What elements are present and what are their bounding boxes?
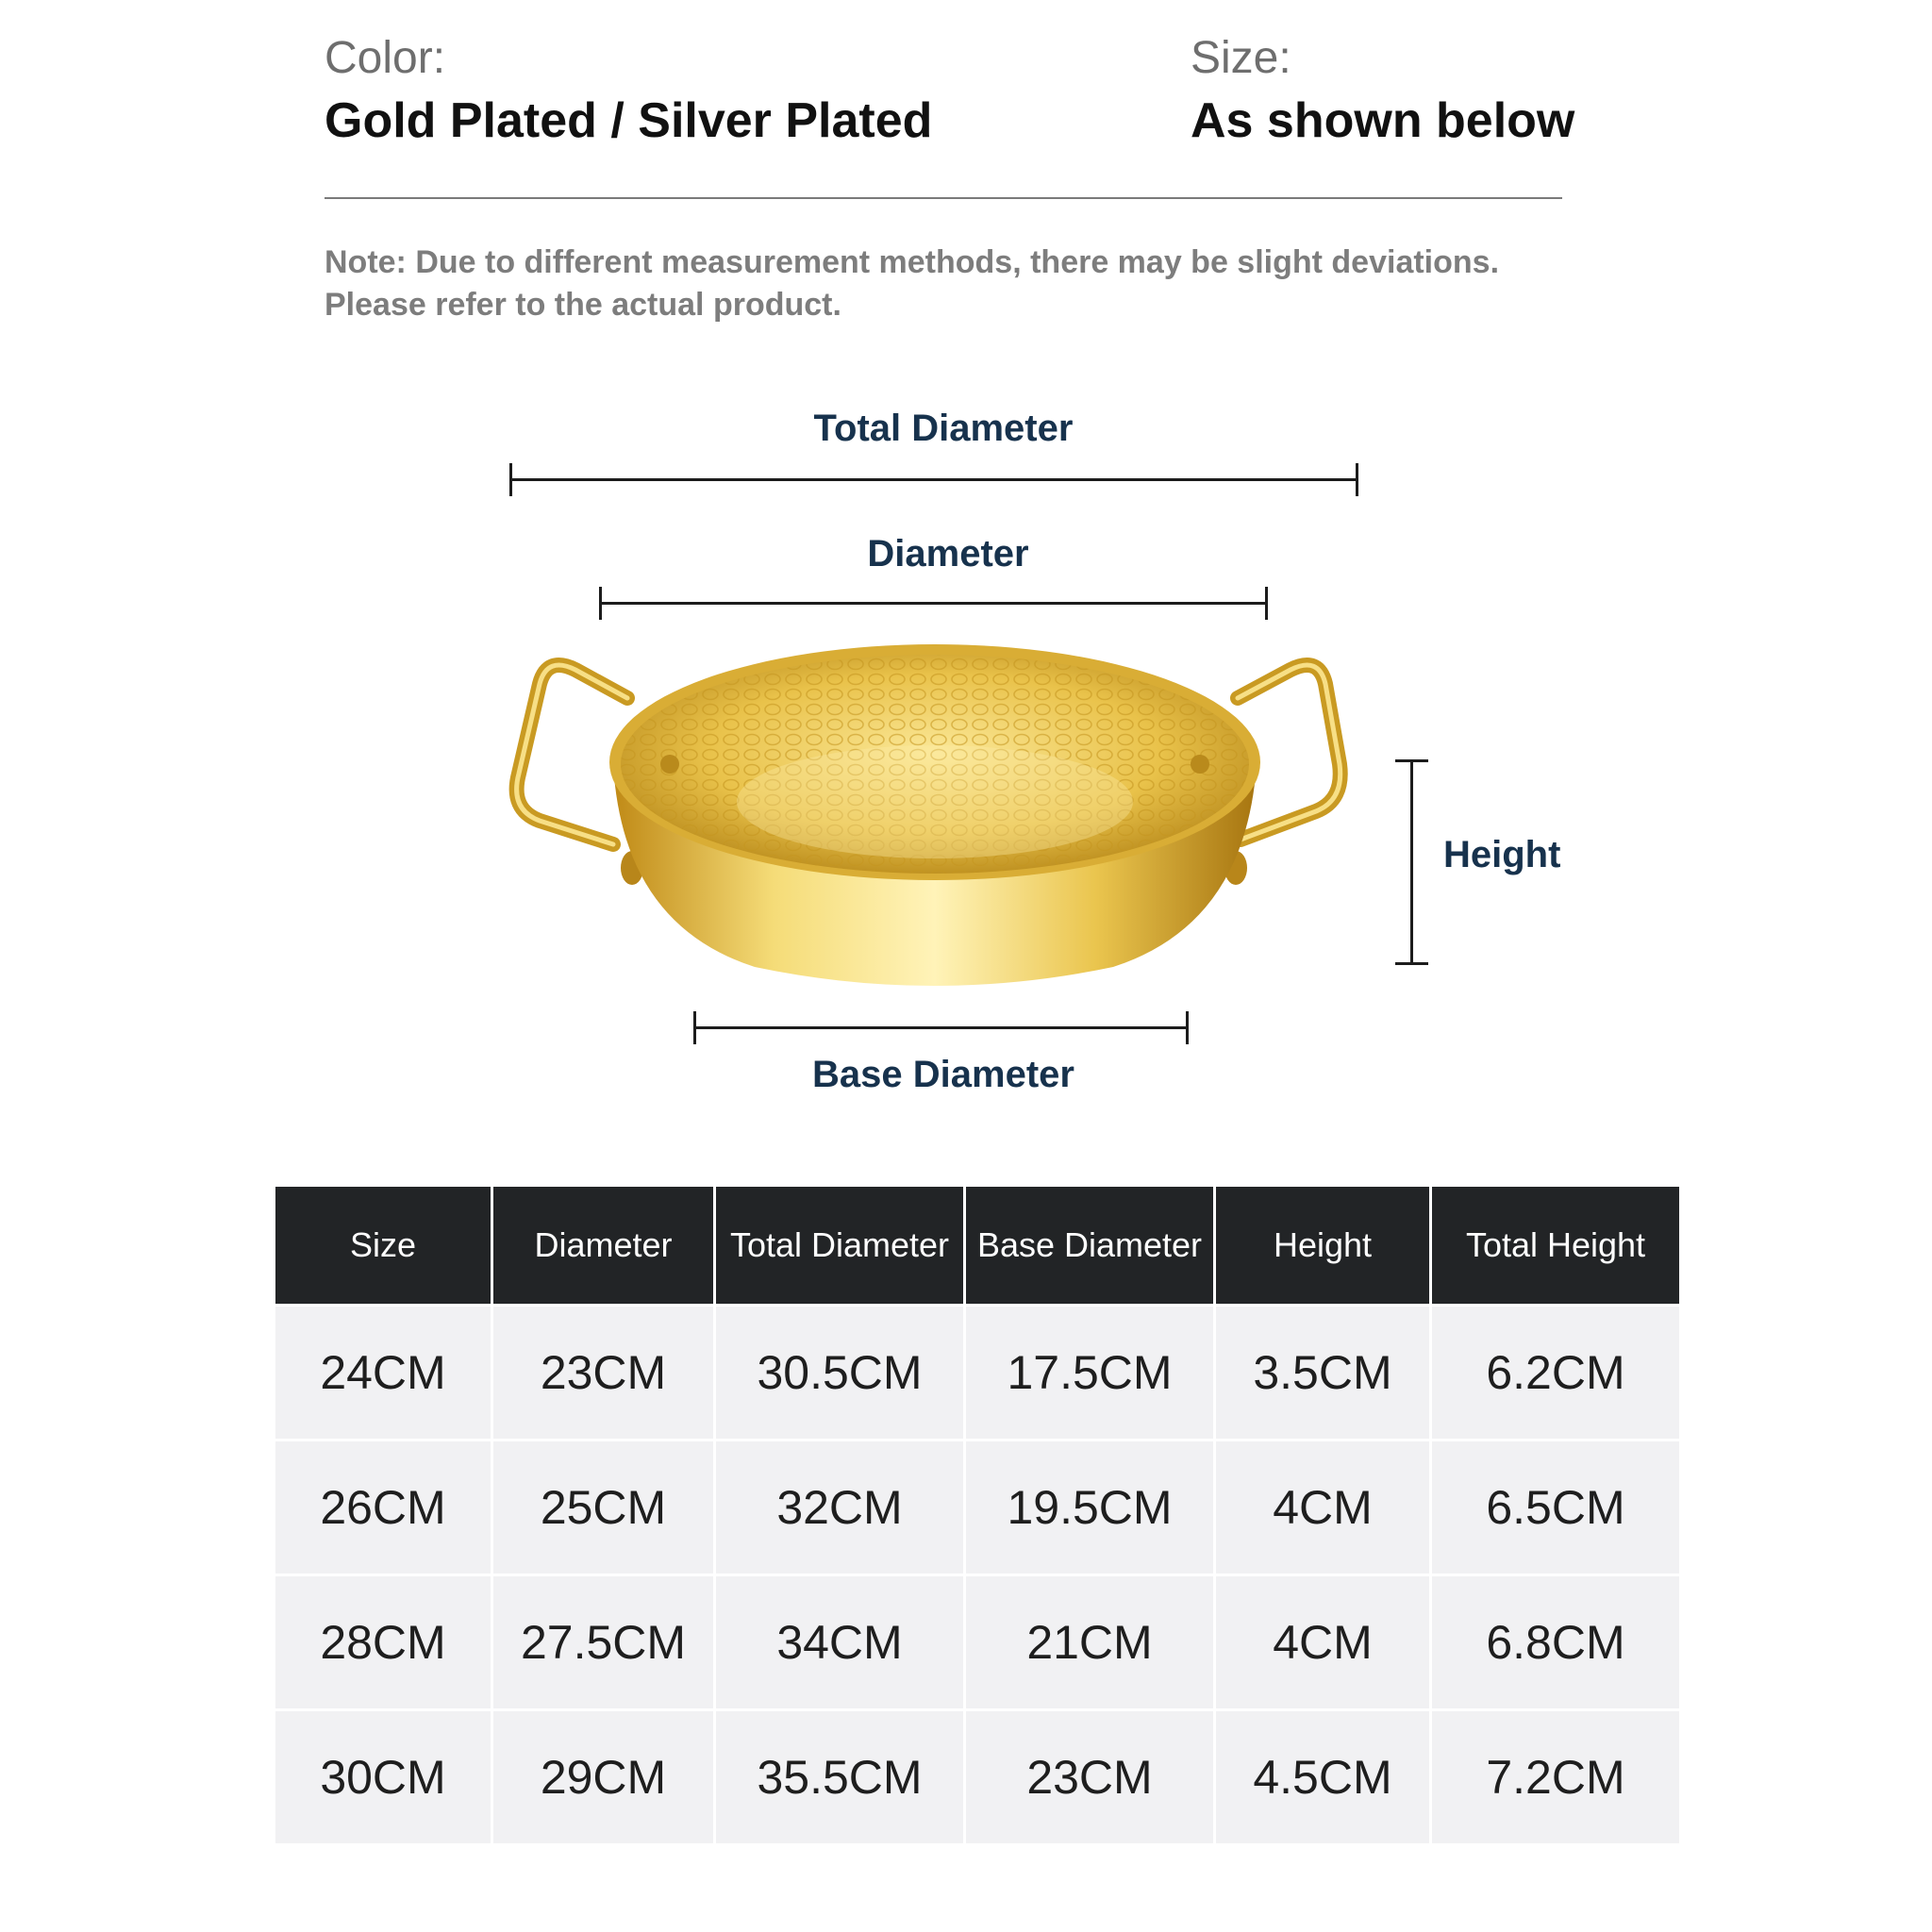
base-diameter-label: Base Diameter: [812, 1054, 1074, 1095]
cell-total-height: 6.8CM: [1432, 1574, 1679, 1708]
cell-height: 4CM: [1216, 1439, 1429, 1574]
header-height: Height: [1216, 1187, 1429, 1304]
total-diameter-line: [509, 478, 1358, 481]
table-header-row: [275, 1187, 1679, 1304]
base-diameter-line: [693, 1026, 1189, 1029]
note-line-2: Please refer to the actual product.: [325, 287, 841, 323]
cell-diameter: 27.5CM: [493, 1574, 713, 1708]
diameter-line: [599, 602, 1268, 605]
cell-total-height: 6.2CM: [1432, 1304, 1679, 1439]
cell-total-diameter: 34CM: [716, 1574, 963, 1708]
color-value: Gold Plated / Silver Plated: [325, 93, 933, 148]
section-divider: [325, 197, 1562, 199]
note-line-1: Note: Due to different measurement methods, there may be slight deviations.: [325, 244, 1500, 280]
table-row: [275, 1439, 1679, 1574]
table-row: [275, 1574, 1679, 1708]
header-total-diameter: Total Diameter: [716, 1187, 963, 1304]
measurement-note: [325, 242, 1645, 326]
size-table: [273, 1187, 1682, 1843]
cell-size: 28CM: [275, 1574, 491, 1708]
cell-total-diameter: 32CM: [716, 1439, 963, 1574]
size-value: As shown below: [1191, 93, 1575, 148]
header-diameter: Diameter: [493, 1187, 713, 1304]
cell-base-diameter: 23CM: [966, 1708, 1213, 1843]
cell-total-height: 7.2CM: [1432, 1708, 1679, 1843]
cell-diameter: 25CM: [493, 1439, 713, 1574]
height-line: [1410, 759, 1413, 965]
cell-total-diameter: 35.5CM: [716, 1708, 963, 1843]
cell-diameter: 29CM: [493, 1708, 713, 1843]
cell-size: 30CM: [275, 1708, 491, 1843]
color-label: Color:: [325, 33, 446, 83]
cell-height: 4.5CM: [1216, 1708, 1429, 1843]
table-row: [275, 1304, 1679, 1439]
table-row: [275, 1708, 1679, 1843]
header-size: Size: [275, 1187, 491, 1304]
header-total-height: Total Height: [1432, 1187, 1679, 1304]
diameter-label: Diameter: [867, 533, 1029, 575]
cell-base-diameter: 21CM: [966, 1574, 1213, 1708]
cell-size: 26CM: [275, 1439, 491, 1574]
gold-pan-image: [472, 641, 1396, 1000]
cell-base-diameter: 17.5CM: [966, 1304, 1213, 1439]
cell-height: 4CM: [1216, 1574, 1429, 1708]
cell-total-diameter: 30.5CM: [716, 1304, 963, 1439]
total-diameter-label: Total Diameter: [813, 408, 1074, 449]
header-base-diameter: Base Diameter: [966, 1187, 1213, 1304]
height-label: Height: [1443, 834, 1561, 875]
cell-size: 24CM: [275, 1304, 491, 1439]
cell-height: 3.5CM: [1216, 1304, 1429, 1439]
cell-total-height: 6.5CM: [1432, 1439, 1679, 1574]
size-label: Size:: [1191, 33, 1291, 83]
cell-diameter: 23CM: [493, 1304, 713, 1439]
cell-base-diameter: 19.5CM: [966, 1439, 1213, 1574]
